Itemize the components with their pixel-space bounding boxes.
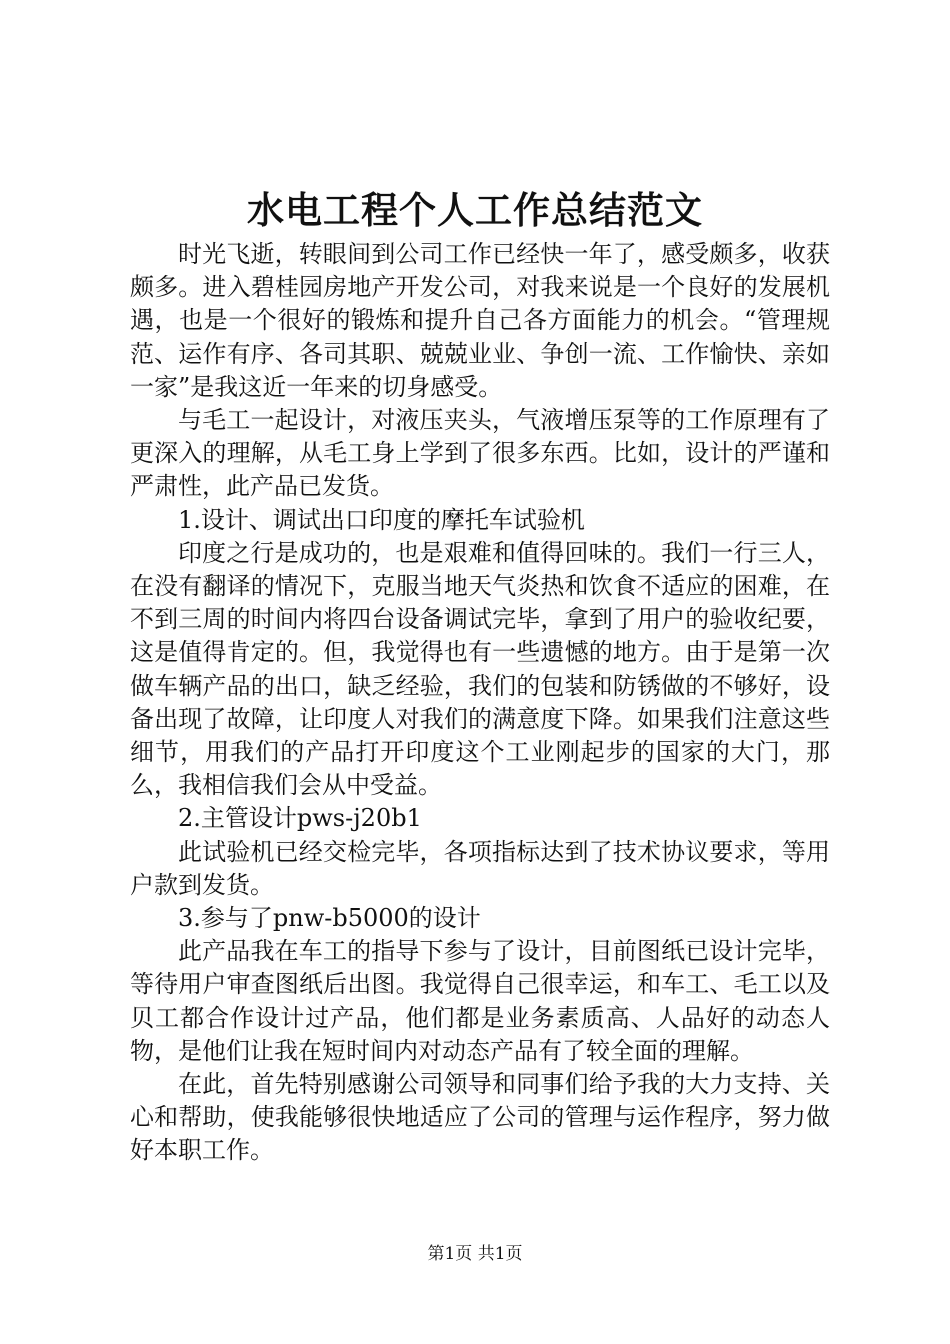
document-body <box>130 238 830 1168</box>
paragraph-thanks: 在此，首先特别感谢公司领导和同事们给予我的大力支持、关心和帮助，使我能够很快地适应了公司的管理与运作程序，努力做好本职工作。 <box>130 1070 830 1165</box>
paragraph-india-trip: 印度之行是成功的，也是艰难和值得回味的。我们一行三人，在没有翻译的情况下，克服当地天气炎热和饮食不适应的困难，在不到三周的时间内将四台设备调试完毕，拿到了用户的验收纪要，这是值得肯定的。但，我觉得也有一些遗憾的地方。由于是第一次做车辆产品的出口，缺乏经验，我们的包装和防锈做的不够好，设备出现了故障，让印度人对我们的满意度下降。如果我们注意这些细节，用我们的产品打开印度这个工业刚起步的国家的大门，那么，我相信我们会从中受益。 <box>130 538 830 800</box>
section-heading-2: 2.主管设计pws-j20b1 <box>178 804 422 833</box>
page-indicator: 第1页 共1页 <box>427 1244 523 1264</box>
paragraph-design-with-mao: 与毛工一起设计，对液压夹头，气液增压泵等的工作原理有了更深入的理解，从毛工身上学到了很多东西。比如，设计的严谨和严肃性，此产品已发货。 <box>130 406 830 501</box>
document-title: 水电工程个人工作总结范文 <box>247 188 703 232</box>
paragraph-intro: 时光飞逝，转眼间到公司工作已经快一年了，感受颇多，收获颇多。进入碧桂园房地产开发公司，对我来说是一个良好的发展机遇，也是一个很好的锻炼和提升自己各方面能力的机会。“管理规范、运作有序、各司其职、兢兢业业、争创一流、工作愉快、亲如一家”是我这近一年来的切身感受。 <box>130 240 830 401</box>
paragraph-pnw-b5000: 此产品我在车工的指导下参与了设计，目前图纸已设计完毕，等待用户审查图纸后出图。我觉得自己很幸运，和车工、毛工以及贝工都合作设计过产品，他们都是业务素质高、人品好的动态人物，是他们让我在短时间内对动态产品有了较全面的理解。 <box>130 937 830 1065</box>
section-heading-3: 3.参与了pnw-b5000的设计 <box>178 904 481 933</box>
section-heading-1: 1.设计、调试出口印度的摩托车试验机 <box>178 505 585 534</box>
paragraph-pws-j20b1: 此试验机已经交检完毕，各项指标达到了技术协议要求，等用户款到发货。 <box>130 837 830 899</box>
